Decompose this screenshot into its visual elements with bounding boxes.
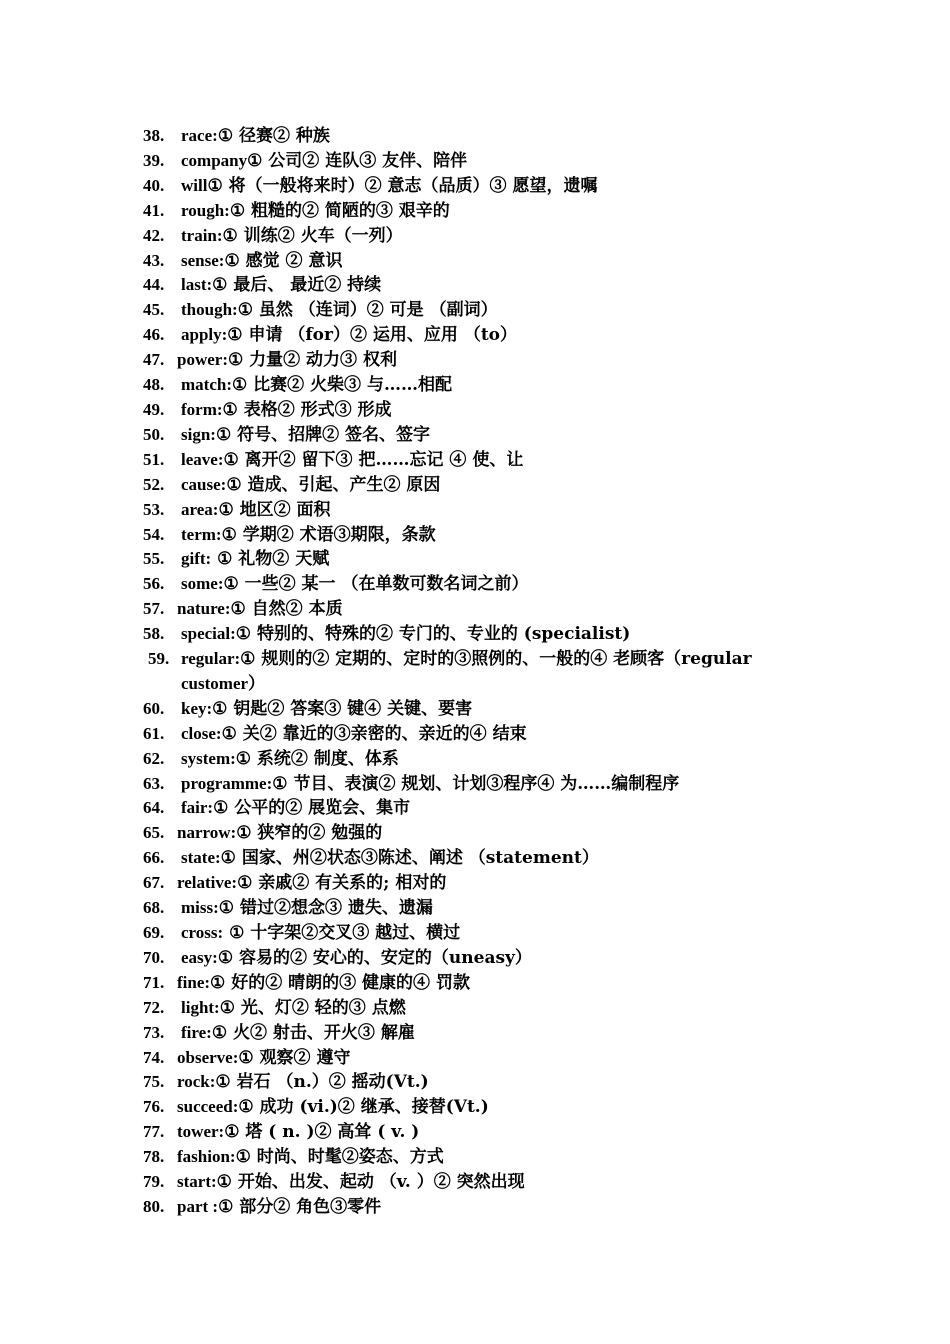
list-item (143, 398, 823, 423)
item-definition: ① 国家、州②状态③陈述、阐述 （statement） (220, 848, 599, 869)
item-number: 60. (143, 698, 165, 718)
item-number: 72. (143, 997, 165, 1017)
list-item (143, 298, 823, 323)
list-item (143, 996, 823, 1021)
item-word: leave: (181, 449, 224, 469)
item-definition: ① 感觉 ② 意识 (224, 250, 343, 271)
list-item (143, 523, 823, 548)
item-word: apply: (181, 325, 228, 345)
item-definition: ① 十字架②交叉③ 越过、横过 (223, 923, 461, 943)
item-number: 43. (143, 250, 165, 270)
item-number: 38. (143, 126, 165, 145)
item-number: 79. (143, 1172, 165, 1192)
list-item (143, 124, 823, 149)
item-word: tower: (177, 1122, 225, 1142)
item-number: 50. (143, 424, 165, 444)
list-item (143, 547, 823, 572)
item-definition: ① 错过②想念③ 遗失、遗漏 (218, 898, 433, 919)
list-item (143, 423, 823, 448)
item-word: some: (181, 574, 224, 594)
item-number: 67. (143, 873, 165, 893)
item-number: 49. (143, 399, 165, 419)
item-number: 48. (143, 375, 165, 395)
item-word: sign: (181, 424, 216, 444)
item-number: 69. (143, 923, 165, 942)
item-word: part : (177, 1196, 219, 1216)
item-word: state: (181, 848, 221, 868)
item-number: 64. (143, 798, 165, 818)
item-definition: ① 规则的② 定期的、定时的③照例的、一般的④ 老顾客（regular (240, 649, 752, 670)
item-word: special: (181, 624, 236, 644)
list-item (143, 796, 823, 821)
item-word: form: (181, 399, 223, 419)
item-definition: ① 离开② 留下③ 把……忘记 ④ 使、让 (223, 449, 524, 470)
item-definition: ① 公司② 连队③ 友伴、陪伴 (247, 150, 468, 171)
item-number: 46. (143, 325, 165, 345)
list-item (143, 772, 823, 797)
item-word: company (181, 150, 248, 170)
item-number: 56. (143, 574, 165, 594)
item-word: programme: (181, 773, 273, 793)
item-word: close: (181, 723, 222, 743)
list-item (143, 821, 823, 846)
item-definition: ① 力量② 动力③ 权利 (227, 350, 397, 371)
list-item (143, 1021, 823, 1046)
item-definition: ① 最后、 最近② 持续 (212, 275, 382, 296)
item-definition: ① 训练② 火车（一列） (222, 225, 403, 246)
item-word: fire: (181, 1022, 212, 1042)
list-item (143, 1070, 823, 1095)
list-item (143, 722, 823, 747)
item-definition: ① 自然② 本质 (230, 599, 343, 620)
vocabulary-list (143, 124, 823, 1220)
item-word: relative: (177, 873, 238, 893)
list-item (143, 971, 823, 996)
item-word: sense: (181, 250, 225, 270)
item-word: match: (181, 375, 232, 395)
item-definition: ① 开始、出发、起动 （v. ）② 突然出现 (216, 1172, 525, 1193)
item-definition: ① 部分② 角色③零件 (218, 1196, 382, 1217)
list-item (143, 323, 823, 348)
item-word: cause: (181, 474, 227, 494)
item-number: 57. (143, 599, 165, 619)
item-word: narrow: (177, 823, 237, 843)
list-item (143, 1120, 823, 1145)
list-item (143, 249, 823, 274)
list-item (143, 1170, 823, 1195)
item-word: start: (177, 1172, 217, 1192)
item-word: though: (181, 300, 238, 320)
item-definition: ① 粗糙的② 简陋的③ 艰辛的 (229, 200, 450, 221)
item-definition: ① 节目、表演② 规划、计划③程序④ 为……编制程序 (272, 773, 680, 794)
item-number: 59. (148, 649, 170, 669)
list-item (143, 1095, 823, 1120)
item-number: 52. (143, 474, 165, 494)
item-number: 55. (143, 549, 165, 569)
item-word: rock: (177, 1072, 216, 1092)
item-definition: ① 学期② 术语③期限，条款 (221, 524, 436, 545)
item-word: gift: (181, 549, 212, 569)
item-word: term: (181, 524, 222, 544)
list-item (143, 373, 823, 398)
item-number: 51. (143, 449, 165, 469)
item-word: nature: (177, 599, 231, 619)
item-word: rough: (181, 200, 230, 220)
list-item (143, 597, 823, 622)
list-item (143, 498, 823, 523)
item-number: 58. (143, 624, 165, 644)
item-definition: ① 好的② 晴朗的③ 健康的④ 罚款 (210, 972, 470, 993)
item-word: area: (181, 499, 219, 519)
item-word: key: (181, 698, 213, 718)
list-item (143, 149, 823, 174)
item-definition: ① 径赛② 种族 (217, 126, 330, 146)
item-number: 39. (143, 150, 165, 170)
item-word: will (181, 175, 208, 195)
list-item (143, 622, 823, 647)
list-item (143, 846, 823, 871)
item-number: 53. (143, 499, 165, 519)
item-definition: ① 系统② 制度、体系 (235, 748, 399, 769)
item-definition: ① 表格② 形式③ 形成 (222, 399, 392, 420)
item-number: 44. (143, 275, 165, 295)
item-definition: ① 岩石 （n.）② 摇动(Vt.) (215, 1072, 429, 1093)
list-item (143, 174, 823, 199)
item-word: fair: (181, 798, 214, 818)
list-item (143, 747, 823, 772)
item-word: light: (181, 997, 220, 1017)
item-word: last: (181, 275, 213, 295)
item-number: 41. (143, 200, 165, 220)
list-item (143, 448, 823, 473)
item-definition: ① 成功 (vi.)② 继承、接替(Vt.) (238, 1097, 489, 1118)
item-definition: ① 申请 （for）② 运用、应用 （to） (227, 325, 518, 346)
item-number: 73. (143, 1022, 165, 1042)
item-definition: ① 时尚、时髦②姿态、方式 (235, 1147, 444, 1168)
item-number: 76. (143, 1097, 165, 1117)
item-word: fashion: (177, 1147, 236, 1167)
item-word: miss: (181, 898, 219, 918)
item-definition: ① 礼物② 天赋 (211, 549, 330, 570)
item-number: 77. (143, 1122, 165, 1142)
item-definition: ① 将（一般将来时）② 意志（品质）③ 愿望，遗嘱 (207, 175, 598, 196)
item-word: fine: (177, 972, 211, 992)
list-item (143, 697, 823, 722)
item-number: 42. (143, 225, 165, 245)
item-number: 40. (143, 175, 165, 195)
item-number: 62. (143, 748, 165, 768)
item-number: 80. (143, 1196, 165, 1216)
item-number: 65. (143, 823, 165, 843)
item-word: succeed: (177, 1097, 239, 1117)
item-number: 71. (143, 972, 165, 992)
list-item (143, 273, 823, 298)
item-definition: ① 观察② 遵守 (238, 1047, 351, 1068)
item-definition: ① 容易的② 安心的、安定的（uneasy） (217, 947, 532, 968)
item-definition: ① 地区② 面积 (218, 499, 331, 520)
item-number: 63. (143, 773, 165, 793)
item-word: cross: (181, 923, 224, 942)
item-definition: ① 光、灯② 轻的③ 点燃 (219, 997, 406, 1018)
list-item (143, 1145, 823, 1170)
item-number: 70. (143, 947, 165, 967)
item-definition: ① 符号、招牌② 签名、签字 (215, 424, 431, 445)
list-item (143, 921, 823, 946)
item-word: regular: (181, 649, 241, 669)
list-item (143, 1195, 823, 1220)
list-item (143, 224, 823, 249)
list-item (143, 647, 823, 672)
item-number: 78. (143, 1147, 165, 1167)
list-item (143, 199, 823, 224)
item-definition: ① 造成、引起、产生② 原因 (226, 474, 441, 495)
item-definition: ① 一些② 某一 （在单数可数名词之前） (223, 574, 529, 595)
item-word: power: (177, 350, 228, 370)
list-item (143, 871, 823, 896)
item-number: 54. (143, 524, 165, 544)
item-number: 61. (143, 723, 165, 743)
list-item (143, 348, 823, 373)
item-definition: ① 关② 靠近的③亲密的、亲近的④ 结束 (221, 723, 527, 744)
list-item (143, 1046, 823, 1071)
item-number: 68. (143, 898, 165, 918)
item-definition: ① 狭窄的② 勉强的 (236, 823, 383, 844)
item-definition: ① 虽然 （连词）② 可是 （副词） (237, 300, 498, 321)
list-item (143, 572, 823, 597)
item-definition: ① 塔 ( n. )② 高耸 ( v. ) (224, 1122, 420, 1143)
item-number: 74. (143, 1047, 165, 1067)
item-definition: ① 比赛② 火柴③ 与……相配 (231, 375, 452, 396)
item-number: 66. (143, 848, 165, 868)
item-continuation: customer） (181, 673, 266, 693)
item-definition: ① 特别的、特殊的② 专门的、专业的 (specialist) (235, 624, 631, 645)
list-item (143, 946, 823, 971)
item-number: 45. (143, 300, 165, 320)
item-word: train: (181, 225, 223, 245)
item-number: 47. (143, 350, 165, 370)
item-definition: ① 火② 射击、开火③ 解雇 (211, 1022, 415, 1043)
item-definition: ① 钥匙② 答案③ 键④ 关键、要害 (212, 698, 473, 719)
item-word: easy: (181, 947, 218, 967)
list-item (143, 473, 823, 498)
item-word: system: (181, 748, 236, 768)
item-number: 75. (143, 1072, 165, 1092)
item-word: observe: (177, 1047, 239, 1067)
item-definition: ① 亲戚② 有关系的; 相对的 (237, 873, 447, 894)
list-item (143, 896, 823, 921)
item-definition: ① 公平的② 展览会、集市 (213, 798, 411, 819)
item-word: race: (181, 126, 218, 145)
